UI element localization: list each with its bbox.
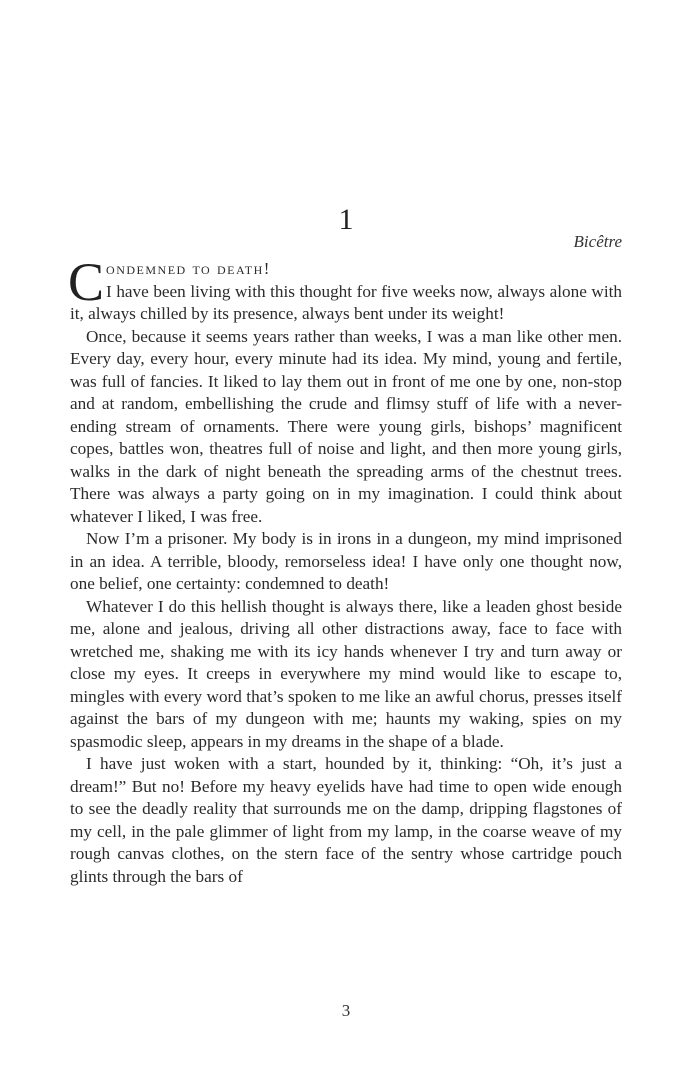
chapter-epigraph: Bicêtre: [573, 232, 622, 251]
page-number: 3: [341, 1001, 351, 1020]
book-page: [70, 0, 622, 1080]
paragraph: Now I’m a prisoner. My body is in irons in a dungeon, my mind imprisoned in an idea. A terrible, bloody, remorseless idea! I have only one thought now, one belief, one certainty: condemned to death!: [70, 529, 622, 593]
drop-cap: C: [68, 252, 105, 312]
opening-continuation: I have been living with this thought for five weeks now, always alone with it, always chilled by its presence, always bent under its weight!: [70, 281, 622, 323]
paragraph: I have just woken with a start, hounded by it, thinking: “Oh, it’s just a dream!” But no! Before my heavy eyelids have had time to open wide enough to see the deadly reality that surrounds me on the damp, dripping flagstones of my cell, in the pale glimmer of light from my lamp, in the coarse weave of my rough canvas clothes, on the stern face of the sentry whose cartridge pouch glints through the bars of: [70, 754, 622, 886]
paragraph: Once, because it seems years rather than weeks, I was a man like other men. Every day, every hour, every minute had its idea. My mind, young and fertile, was full of fancies. It liked to lay them out in front of me one by one, non-stop and at random, embellishing the crude and flimsy stuff of life with a never-ending stream of ornaments. There were young girls, bishops’ magnificent copes, battles won, theatres full of noise and light, and then more young girls, walks in the dark of night beneath the spreading arms of the chestnut trees. There was always a party going on in my imagination. I could think about whatever I liked, I was free.: [70, 326, 622, 526]
opening-paragraph: [68, 252, 622, 326]
body-text: [68, 252, 622, 888]
chapter-number: 1: [338, 203, 354, 236]
opening-first-line: [70, 258, 622, 281]
opening-small-caps: ondemned to death!: [106, 259, 271, 278]
paragraph: Whatever I do this hellish thought is always there, like a leaden ghost beside me, alone and jealous, driving all other distractions away, face to face with wretched me, shaking me with its icy hands whenever I try and turn away or close my eyes. It creeps in everywhere my mind would like to escape to, mingles with every word that’s spoken to me like an awful chorus, presses itself against the bars of my dungeon with me; haunts my waking, spies on my spasmodic sleep, appears in my dreams in the shape of a blade.: [70, 596, 622, 751]
